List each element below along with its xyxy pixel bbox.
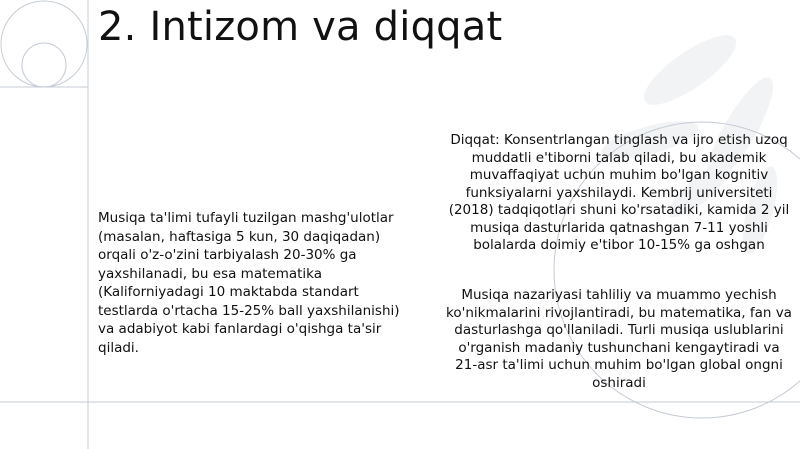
small-circle-outline — [22, 43, 66, 87]
left-paragraph: Musiqa ta'limi tufayli tuzilgan mashg'ulotlar (masalan, haftasiga 5 kun, 30 daqiqadan) orqali o'z-o'zini tarbiyalash 20-30% ga yaxshilanadi, bu esa matematika (Kaliforniyadagi 10 maktabda standart testlarda o'rtacha 15-25% ball yaxshilanishi) va adabiyot kabi fanlardagi o'qishga ta'sir qiladi. — [98, 210, 400, 356]
right-paragraph-music-theory: Musiqa nazariyasi tahliliy va muammo yechish ko'nikmalarini rivojlantiradi, bu matematika, fan va dasturlashga qo'llaniladi. Turli musiqa uslublarini o'rganish madaniy tushunchani kengaytiradi va 21-asr ta'limi uchun muhim bo'lgan global ongni oshiradi — [446, 287, 792, 391]
large-circle-outline — [1, 1, 87, 87]
slide-title: 2. Intizom va diqqat — [98, 4, 503, 50]
right-paragraph-attention: Diqqat: Konsentrlangan tinglash va ijro etish uzoq muddatli e'tiborni talab qiladi, bu akademik muvaffaqiyat uchun muhim bo'lgan kognitiv funksiyalarni yaxshilaydi. Kembrij universiteti (2018) tadqiqotlari shuni ko'rsatadiki, kamida 2 yil musiqa dasturlarida qatnashgan 7-11 yoshli bolalarda doimiy e'tibor 10-15% ga oshgan — [448, 132, 790, 253]
